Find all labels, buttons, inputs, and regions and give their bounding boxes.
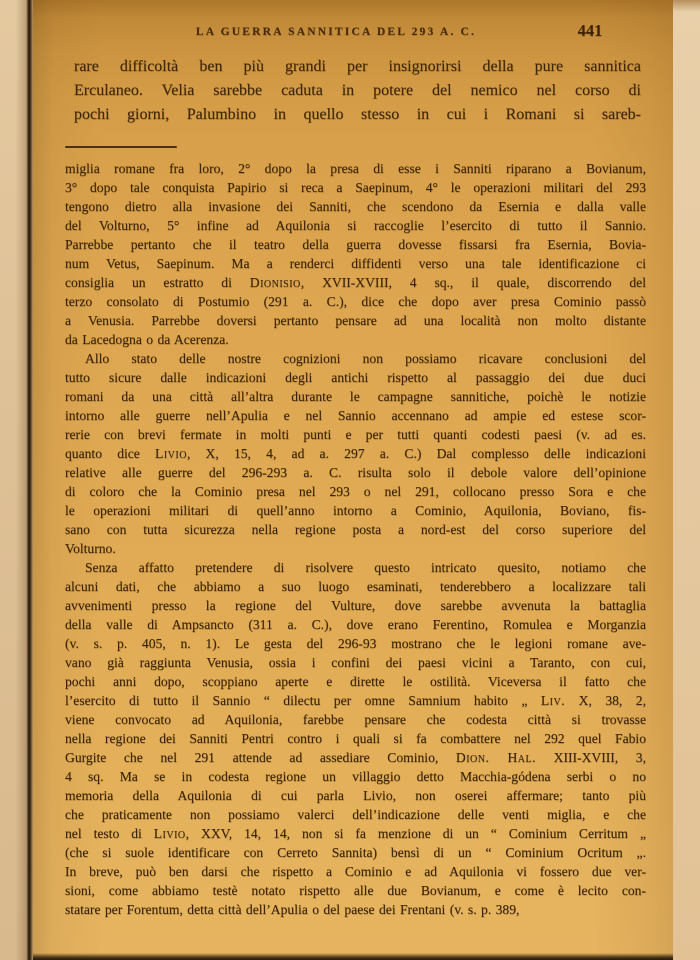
footnote-line: da Lacedogna o da Acerenza. <box>65 332 229 347</box>
footnote-line: alcuni dati, che abbiamo a suo luogo esaminati, tenderebbero a localizzare tali <box>65 579 646 594</box>
small-caps-author-name: Dionisio <box>249 275 301 290</box>
footnote-line: In breve, può ben darsi che rispetto a Cominio e ad Aquilonia vi fossero due ver- <box>65 864 646 879</box>
footnote-line: di coloro che la Cominio presa nel 293 o nel 291, collocano presso Sora e che <box>65 484 646 499</box>
footnote-line: nella regione dei Sanniti Pentri contro i quali si fa combattere nel 292 quel Fabio <box>65 731 646 746</box>
page-number: 441 <box>577 21 603 40</box>
page-bottom-edge-shadow <box>33 953 673 960</box>
footnote-line: terzo consolato di Postumio (291 a. C.), dice che dopo aver presa Cominio passò <box>65 294 646 309</box>
footnote-line: romani da una città all’altra durante le campagne sannitiche, poichè le notizie <box>65 389 646 404</box>
footnote-line: tutto sicure dalle indicazioni degli antichi rispetto al passaggio dei due duci <box>65 370 646 385</box>
footnote-line: consiglia un estratto di Dionisio, XVII-XVIII, 4 sq., il quale, discorrendo del <box>65 275 646 290</box>
footnote-line: sioni, come abbiamo testè notato rispetto alle due Bovianum, e come è lecito con- <box>65 883 646 898</box>
running-head-title: LA GUERRA SANNITICA DEL 293 A. C. <box>195 26 477 38</box>
small-caps-author-name: Liv. <box>540 693 566 708</box>
footnote-line: vano già raggiunta Venusia, ossia i confini dei paesi vicini a Taranto, con cui, <box>65 655 646 670</box>
footnote-line: Parrebbe pertanto che il teatro della guerra dovesse fissarsi fra Esernia, Bovia- <box>65 237 646 252</box>
footnote-line: avvenimenti presso la regione del Vulture, dove sarebbe avvenuta la battaglia <box>65 598 646 613</box>
footnote-line: Volturno. <box>65 541 116 556</box>
small-caps-author-name: Livio <box>155 446 187 461</box>
footnote-line: (v. s. p. 405, n. 1). Le gesta del 296-93 mostrano che le legioni romane ave- <box>65 636 646 651</box>
footnote-line: Gurgite che nel 291 attende ad assediare Cominio, Dion. Hal. XIII-XVIII, 3, <box>65 750 646 765</box>
footnote-line: l’esercito di tutto il Sannio “ dilectu per omne Samnium habito „ Liv. X, 38, 2, <box>65 693 646 708</box>
footnote-line: sano con tutta sicurezza nella regione posta a nord-est del corso superiore del <box>65 522 646 537</box>
small-caps-author-name: Livio <box>153 826 186 841</box>
footnote-line: che praticamente non possiamo valerci dell’indicazione delle venti miglia, e che <box>65 807 646 822</box>
footnote-line: miglia romane fra loro, 2° dopo la presa di esse i Sanniti riparano a Bovianum, <box>65 161 646 176</box>
footnote-line: della valle di Ampsancto (311 a. C.), dove erano Ferentino, Romulea e Morganzia <box>65 617 646 632</box>
footnote-text <box>65 159 646 919</box>
main-text-line: rare difficoltà ben più grandi per insignorirsi della pure sannitica <box>74 58 641 75</box>
footnote-line: tengono dietro alla invasione dei Sanniti, che scendono da Esernia e dalla valle <box>65 199 646 214</box>
footnote-line: 4 sq. Ma se in codesta regione un villaggio detto Macchia-gódena serbi o no <box>65 769 646 784</box>
footnote-line: del Volturno, 5° infine ad Aquilonia si raccoglie l’esercito di tutto il Sannio. <box>65 218 646 233</box>
footnote-line: Allo stato delle nostre cognizioni non possiamo ricavare conclusioni del <box>85 351 646 366</box>
footnote-line: intorno alle guerre nell’Apulia e nel Sannio accennano ad ampie ed estese scor- <box>65 408 646 423</box>
main-text <box>74 55 641 127</box>
footnote-line: pochi anni dopo, scoppiano aperte e dirette le ostilità. Viceversa il fatto che <box>65 674 646 689</box>
footnote-line: quanto dice Livio, X, 15, 4, ad a. 297 a. C.) Dal complesso delle indicazioni <box>65 446 646 461</box>
scan-left-margin <box>0 0 26 960</box>
footnote-line: relative alle guerre del 296-293 a. C. risulta solo il debole valore dell’opinione <box>65 465 646 480</box>
footnote-line: nel testo di Livio, XXV, 14, 14, non si fa menzione di un “ Cominium Cerritum „ <box>65 826 646 841</box>
footnote-line: memoria della Aquilonia di cui parla Livio, non oserei affermare; tanto più <box>65 788 646 803</box>
footnote-separator-rule <box>65 146 177 148</box>
book-gutter-shadow <box>26 0 33 960</box>
page-surface <box>33 0 673 960</box>
footnote-line: rerie con brevi fermate in molti punti e per tutti quanti codesti paesi (v. ad es. <box>65 427 646 442</box>
footnote-line: Senza affatto pretendere di risolvere questo intricato quesito, notiamo che <box>85 560 646 575</box>
scan-right-margin <box>673 0 700 960</box>
main-text-line: pochi giorni, Palumbino in quello stesso in cui i Romani si sareb- <box>74 106 641 123</box>
footnote-line: le operazioni militari di quell’anno intorno a Cominio, Aquilonia, Boviano, fis- <box>65 503 646 518</box>
small-caps-author-name: Dion. Hal. <box>455 750 537 765</box>
main-text-line: Erculaneo. Velia sarebbe caduta in potere del nemico nel corso di <box>74 82 641 99</box>
footnote-line: 3° dopo tale conquista Papirio si reca a Saepinum, 4° le operazioni militari del 293 <box>65 180 646 195</box>
footnote-line: (che si suole identificare con Cerreto Sannita) bensì di un “ Cominium Ocritum „. <box>65 845 646 860</box>
footnote-line: num Vetus, Saepinum. Ma a renderci diffidenti verso una tale identificazione ci <box>65 256 646 271</box>
footnote-line: a Venusia. Parrebbe doversi pertanto pensare ad una località non molto distante <box>65 313 646 328</box>
footnote-line: viene convocato ad Aquilonia, farebbe pensare che codesta città si trovasse <box>65 712 646 727</box>
footnote-line: statare per Forentum, detta città dell’Apulia o del paese dei Frentani (v. s. p. 389, <box>65 902 520 917</box>
